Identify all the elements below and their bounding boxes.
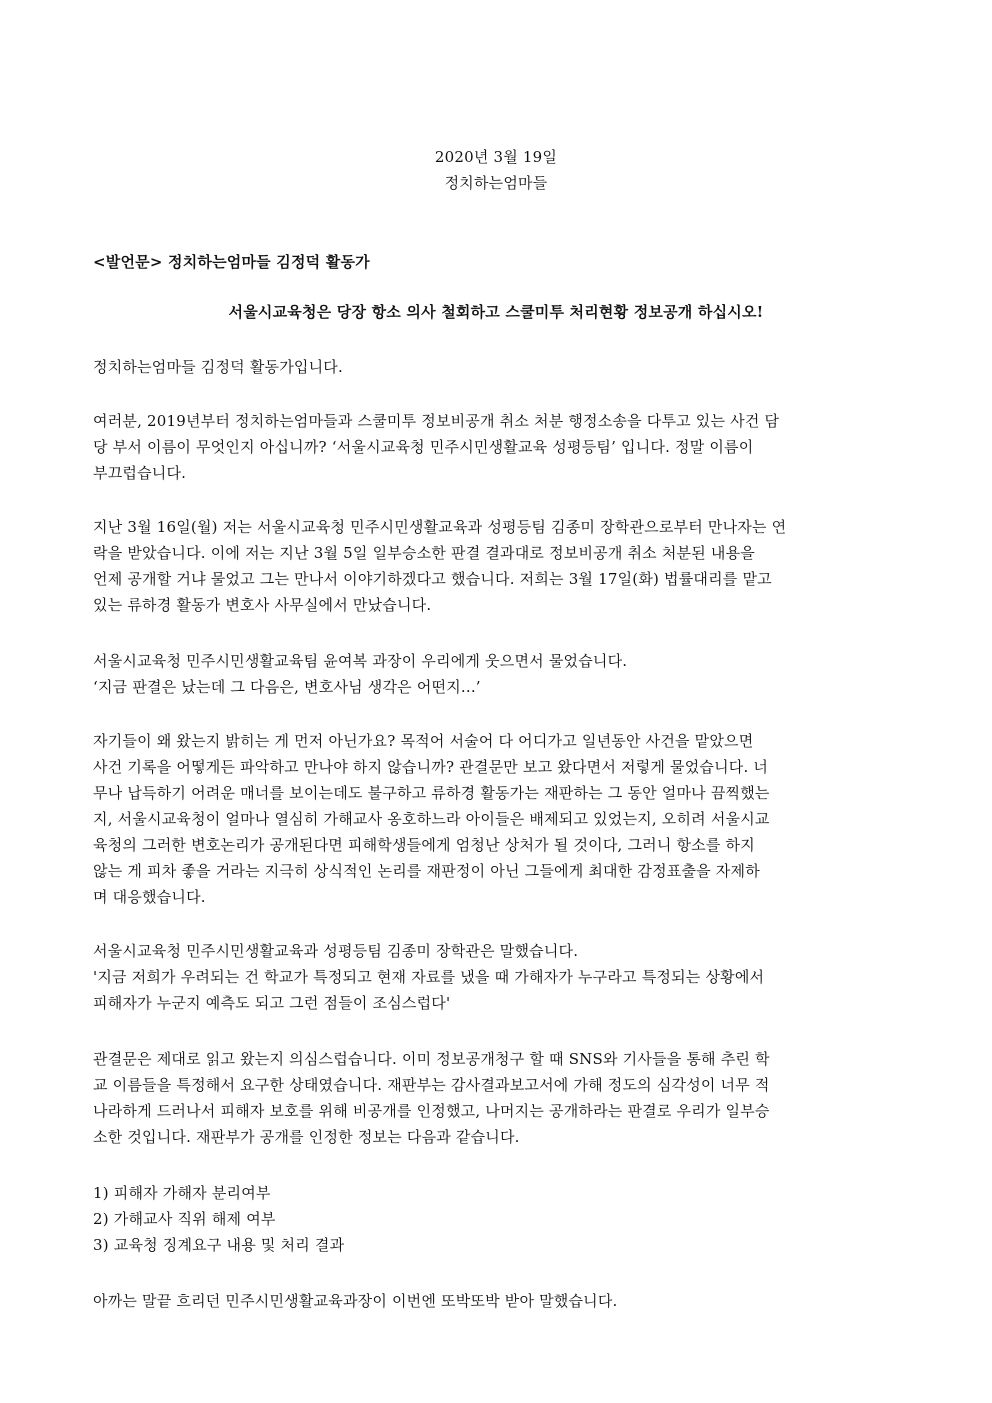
- list-item: 1) 피해자 가해자 분리여부: [93, 1184, 271, 1202]
- quote-line: '지금 저희가 우려되는 건 학교가 특정되고 현재 자료를 냈을 때 가해자가 누구라고 특정되는 상황에서: [93, 968, 765, 986]
- paragraph-line: 서울시교육청 민주시민생활교육과 성평등팀 김종미 장학관은 말했습니다.: [93, 942, 579, 960]
- paragraph-line: 관결문은 제대로 읽고 왔는지 의심스럽습니다. 이미 정보공개청구 할 때 SNS와 기사들을 통해 추린 학: [93, 1050, 770, 1068]
- list-item: 3) 교육청 징계요구 내용 및 처리 결과: [93, 1236, 345, 1254]
- paragraph-line: 언제 공개할 거냐 물었고 그는 만나서 이야기하겠다고 했습니다. 저희는 3월 17일(화) 법률대리를 맡고: [93, 570, 772, 588]
- statement-title: 서울시교육청은 당장 항소 의사 철회하고 스쿨미투 처리현황 정보공개 하십시오!: [228, 303, 764, 321]
- paragraph-line: 자기들이 왜 왔는지 밝히는 게 먼저 아닌가요? 목적어 서술어 다 어디가고 일년동안 사건을 맡았으면: [93, 732, 754, 750]
- quote-line: ‘지금 판결은 났는데 그 다음은, 변호사님 생각은 어떤지...’: [93, 678, 481, 696]
- paragraph-line: 락을 받았습니다. 이에 저는 지난 3월 5일 일부승소한 판결 결과대로 정보비공개 취소 처분된 내용을: [93, 544, 755, 562]
- paragraph-line: 지난 3월 16일(월) 저는 서울시교육청 민주시민생활교육과 성평등팀 김종미 장학관으로부터 만나자는 연: [93, 518, 787, 536]
- list-item: 2) 가해교사 직위 해제 여부: [93, 1210, 276, 1228]
- statement-label: <발언문> 정치하는엄마들 김정덕 활동가: [93, 253, 370, 271]
- quote-line: 피해자가 누군지 예측도 되고 그런 점들이 조심스럽다': [93, 994, 451, 1012]
- paragraph-line: 않는 게 피차 좋을 거라는 지극히 상식적인 논리를 재판정이 아닌 그들에게 최대한 감정표출을 자제하: [93, 862, 760, 880]
- paragraph-line: 교 이름들을 특정해서 요구한 상태였습니다. 재판부는 감사결과보고서에 가해 정도의 심각성이 너무 적: [93, 1076, 770, 1094]
- paragraph-line: 정치하는엄마들 김정덕 활동가입니다.: [93, 358, 343, 376]
- paragraph-line: 무나 납득하기 어려운 매너를 보이는데도 불구하고 류하경 활동가는 재판하는 그 동안 얼마나 끔찍했는: [93, 784, 770, 802]
- paragraph-line: 당 부서 이름이 무엇인지 아십니까? ‘서울시교육청 민주시민생활교육 성평등팀’ 입니다. 정말 이름이: [93, 438, 754, 456]
- paragraph-line: 서울시교육청 민주시민생활교육팀 윤여복 과장이 우리에게 웃으면서 물었습니다.: [93, 652, 628, 670]
- paragraph-line: 소한 것입니다. 재판부가 공개를 인정한 정보는 다음과 같습니다.: [93, 1128, 520, 1146]
- paragraph-line: 여러분, 2019년부터 정치하는엄마들과 스쿨미투 정보비공개 취소 처분 행정소송을 다투고 있는 사건 담: [93, 412, 780, 430]
- paragraph-line: 있는 류하경 활동가 변호사 사무실에서 만났습니다.: [93, 596, 432, 614]
- paragraph-line: 사건 기록을 어떻게든 파악하고 만나야 하지 않습니까? 관결문만 보고 왔다면서 저렇게 물었습니다. 너: [93, 758, 769, 776]
- paragraph-line: 부끄럽습니다.: [93, 464, 187, 482]
- document-organization: 정치하는엄마들: [444, 174, 548, 192]
- paragraph-line: 지, 서울시교육청이 얼마나 열심히 가해교사 옹호하느라 아이들은 배제되고 있었는지, 오히려 서울시교: [93, 810, 770, 828]
- paragraph-line: 며 대응했습니다.: [93, 888, 206, 906]
- paragraph-line: 육청의 그러한 변호논리가 공개된다면 피해학생들에게 엄청난 상처가 될 것이다, 그러니 항소를 하지: [93, 836, 755, 854]
- paragraph-line: 나라하게 드러나서 피해자 보호를 위해 비공개를 인정했고, 나머지는 공개하라는 판결로 우리가 일부승: [93, 1102, 770, 1120]
- document-date: 2020년 3월 19일: [434, 148, 558, 166]
- paragraph-line: 아까는 말끝 흐리던 민주시민생활교육과장이 이번엔 또박또박 받아 말했습니다.: [93, 1292, 618, 1310]
